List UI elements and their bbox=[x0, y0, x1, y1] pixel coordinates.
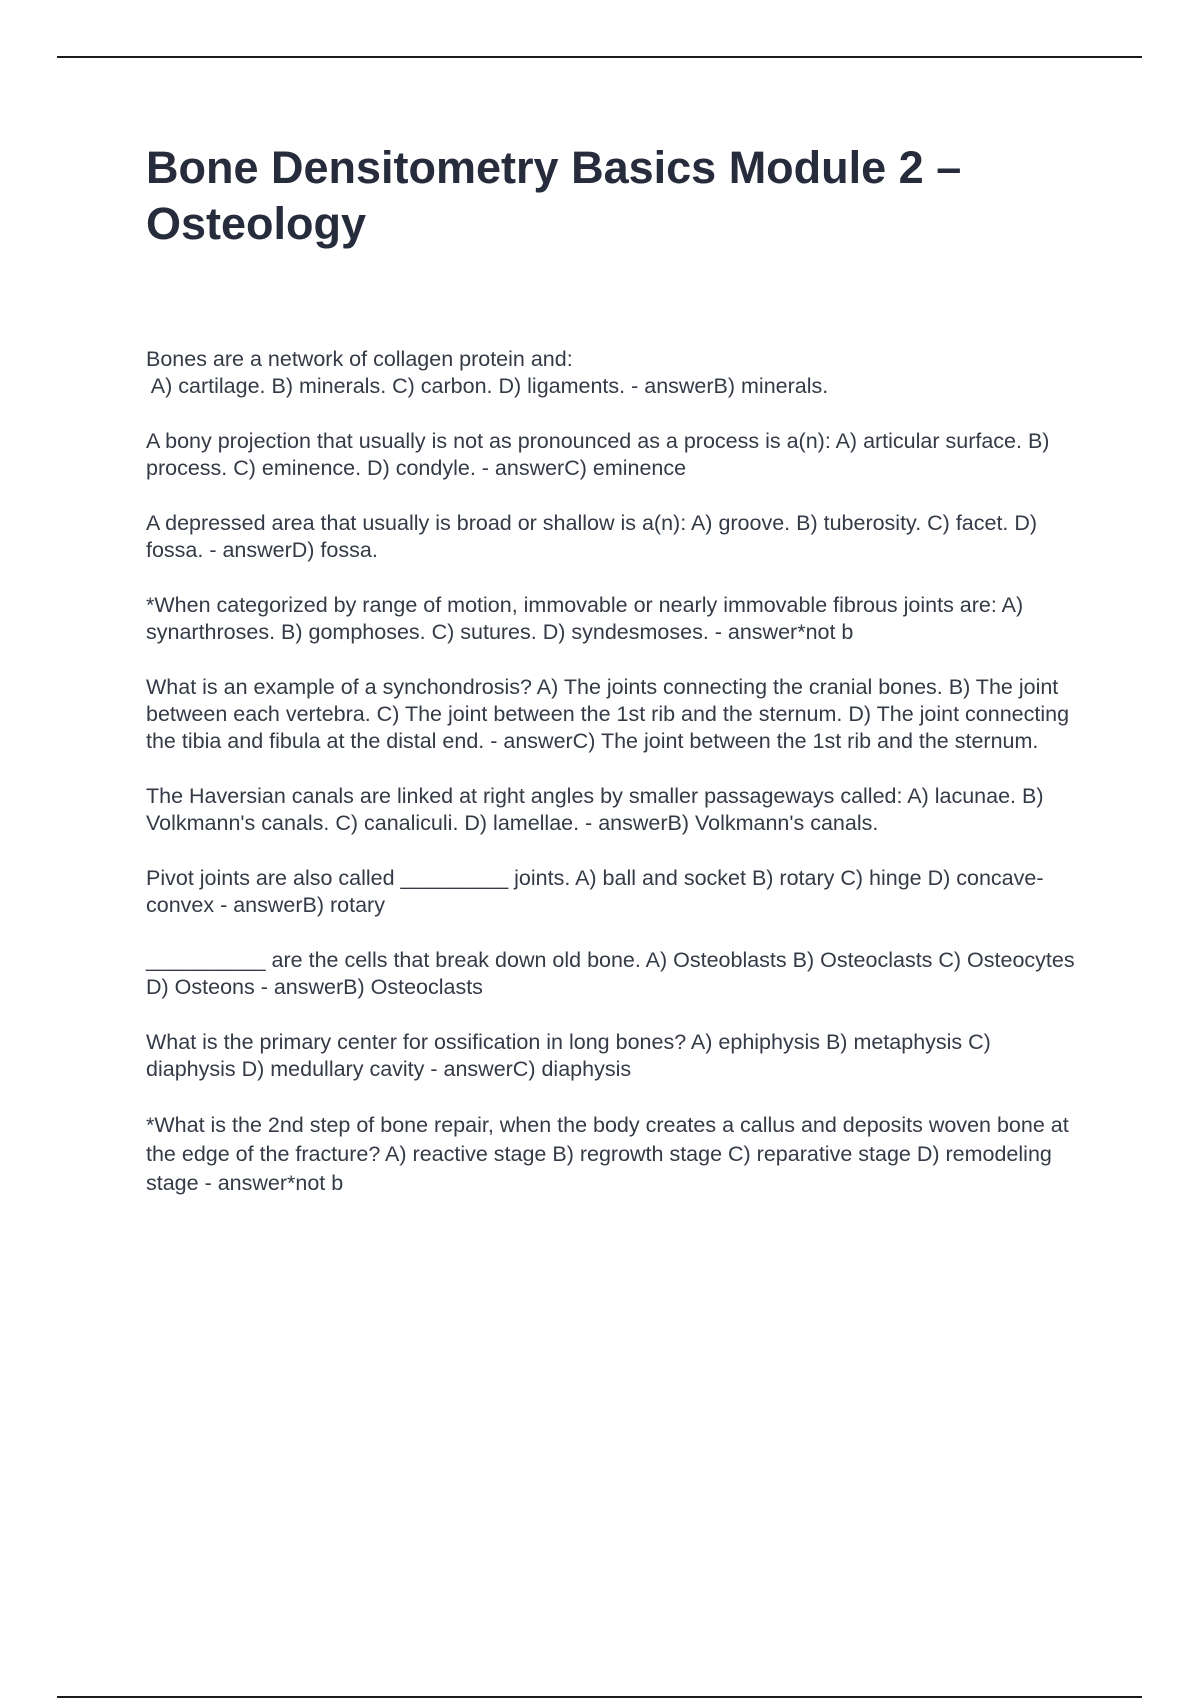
question-item: *When categorized by range of motion, immovable or nearly immovable fibrous joints are: A) synarthroses. B) gomphoses. C) sutures. D) syndesmoses. - answer*not b bbox=[146, 593, 1024, 644]
question-item: Pivot joints are also called _________ joints. A) ball and socket B) rotary C) hinge D) concave-convex - answerB) rotary bbox=[146, 866, 1044, 917]
top-rule bbox=[57, 56, 1142, 58]
bottom-rule bbox=[57, 1696, 1142, 1698]
question-item: __________ are the cells that break down old bone. A) Osteoblasts B) Osteoclasts C) Osteocytes D) Osteons - answerB) Osteoclasts bbox=[146, 948, 1075, 999]
question-options: A) cartilage. B) minerals. C) carbon. D) ligaments. - answerB) minerals. bbox=[146, 374, 829, 398]
question-item: The Haversian canals are linked at right angles by smaller passageways called: A) lacunae. B) Volkmann's canals. C) canaliculi. D) lamellae. - answerB) Volkmann's canals. bbox=[146, 784, 1044, 835]
question-item: A depressed area that usually is broad or shallow is a(n): A) groove. B) tuberosity. C) facet. D) fossa. - answerD) fossa. bbox=[146, 511, 1038, 562]
question-item: A bony projection that usually is not as pronounced as a process is a(n): A) articular surface. B) process. C) eminence. D) condyle. - answerC) eminence bbox=[146, 429, 1050, 480]
question-item: What is the primary center for ossification in long bones? A) ephiphysis B) metaphysis C) diaphysis D) medullary cavity - answerC) diaphysis bbox=[146, 1030, 991, 1081]
title-line-2: Osteology bbox=[146, 198, 367, 249]
title-line-1: Bone Densitometry Basics Module 2 – bbox=[146, 142, 962, 193]
question-item: What is an example of a synchondrosis? A) The joints connecting the cranial bones. B) The joint between each vertebra. C) The joint between the 1st rib and the sternum. D) The joint connecting the tibia and fibula at the distal end. - answerC) The joint between the 1st rib and the sternum. bbox=[146, 675, 1070, 753]
question-item: *What is the 2nd step of bone repair, when the body creates a callus and deposits woven bone at the edge of the fracture? A) reactive stage B) regrowth stage C) reparative stage D) remodeling stage - answer*not b bbox=[146, 1113, 1069, 1195]
document-body bbox=[146, 140, 1086, 1226]
question-list bbox=[146, 346, 1086, 1198]
document-title bbox=[146, 140, 1086, 252]
question-item bbox=[146, 346, 1086, 400]
question-text: Bones are a network of collagen protein and: bbox=[146, 347, 573, 371]
